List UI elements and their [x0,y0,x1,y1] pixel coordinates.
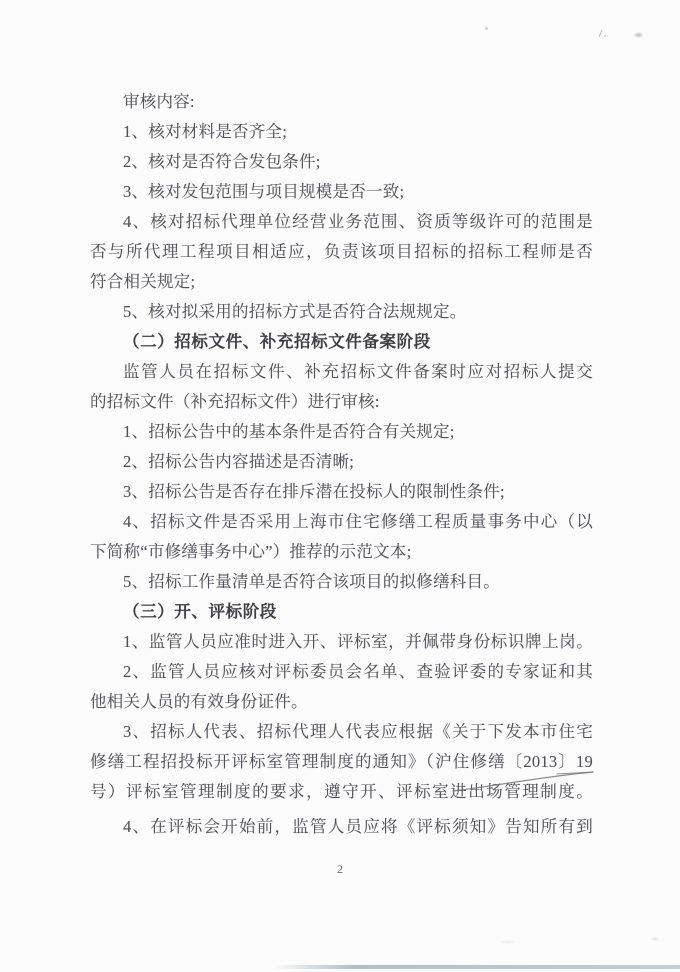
scan-edge-line [0,965,680,969]
section-heading: （三）开、评标阶段 [123,602,277,621]
text-line: 1、核对材料是否齐全; [123,122,288,141]
text-line: 的招标文件（补充招标文件）进行审核: [90,392,380,411]
text-line: 2、招标公告内容描述是否清晰; [123,452,355,471]
text-line: 4、在评标会开始前，监管人员应将《评标须知》告知所有到 [123,817,593,836]
text-line: 修缮工程招投标开评标室管理制度的通知》（沪住修缮〔2013〕19 [90,752,593,771]
text-line: 3、招标公告是否存在排斥潜在投标人的限制性条件; [123,482,505,501]
text-line: 审核内容: [123,92,195,111]
text-line: 1、监管人员应准时进入开、评标室，并佩带身份标识牌上岗。 [123,632,593,651]
text-line: 5、核对拟采用的招标方式是否符合法规规定。 [123,302,467,321]
text-line: 号）评标室管理制度的要求，遵守开、评标室进出场管理制度。 [90,782,593,801]
scan-smudge [485,27,488,30]
scan-smudge-icon [595,27,615,41]
document-body [90,87,593,842]
scan-smudge [633,32,644,38]
section-heading: （二）招标文件、补充招标文件备案阶段 [123,332,431,351]
text-line: 符合相关规定; [90,272,196,291]
text-line: 3、招标人代表、招标代理人代表应根据《关于下发本市住宅 [123,722,593,741]
text-line: 否与所代理工程项目相适应，负责该项目招标的招标工程师是否 [90,242,593,261]
text-line: 1、招标公告中的基本条件是否符合有关规定; [123,422,455,441]
scan-smudge [500,940,516,944]
text-line: 4、招标文件是否采用上海市住宅修缮工程质量事务中心（以 [123,512,593,531]
text-line: 监管人员在招标文件、补充招标文件备案时应对招标人提交 [123,362,593,381]
text-line: 他相关人员的有效身份证件。 [90,692,308,711]
text-line: 2、核对是否符合发包条件; [123,152,321,171]
page-number: 2 [337,862,343,876]
text-line: 3、核对发包范围与项目规模是否一致; [123,182,405,201]
text-line: 4、核对招标代理单位经营业务范围、资质等级许可的范围是 [123,212,593,231]
text-line: 2、监管人员应核对评标委员会名单、查验评委的专家证和其 [123,662,593,681]
text-line: 下简称“市修缮事务中心”）推荐的示范文本; [90,542,412,561]
scan-smudge [650,937,660,941]
text-line: 5、招标工作量清单是否符合该项目的拟修缮科目。 [123,572,500,591]
